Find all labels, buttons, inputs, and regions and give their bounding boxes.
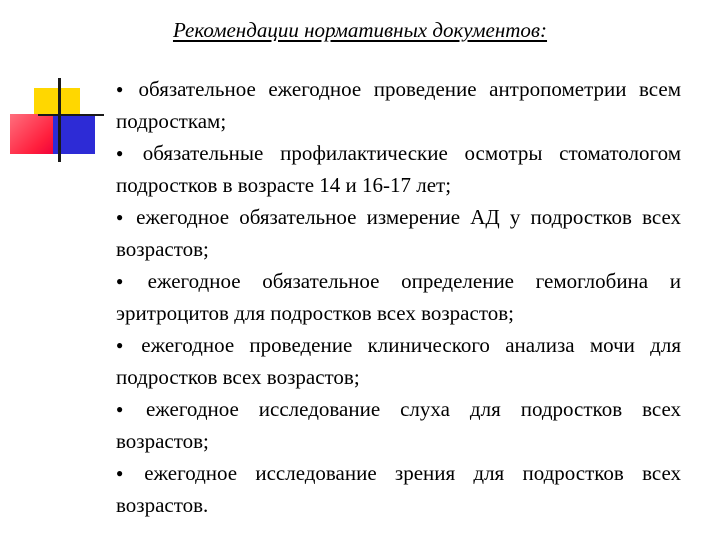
list-item-text: ежегодное исследование слуха для подростков всех возрастов; bbox=[116, 397, 681, 453]
decor-vertical-line bbox=[58, 78, 61, 162]
bullet-icon: ● bbox=[116, 402, 138, 416]
page-title: Рекомендации нормативных документов: bbox=[172, 18, 548, 42]
list-item bbox=[116, 457, 681, 521]
bullet-icon: ● bbox=[116, 146, 135, 160]
list-item-text: ежегодное обязательное измерение АД у подростков всех возрастов; bbox=[116, 205, 682, 261]
list-item bbox=[116, 393, 681, 457]
list-item bbox=[116, 137, 681, 201]
list-item bbox=[116, 73, 681, 137]
list-item bbox=[116, 329, 681, 393]
decor-red-square bbox=[10, 114, 54, 154]
bullet-icon: ● bbox=[116, 82, 131, 96]
bullet-icon: ● bbox=[116, 466, 137, 480]
list-item-text: ежегодное проведение клинического анализа мочи для подростков всех возрастов; bbox=[116, 333, 682, 389]
recommendations-list bbox=[116, 73, 681, 521]
list-item bbox=[116, 265, 681, 329]
bullet-icon: ● bbox=[116, 274, 140, 288]
bullet-icon: ● bbox=[116, 338, 134, 352]
list-item-text: обязательное ежегодное проведение антропометрии всем подросткам; bbox=[116, 77, 681, 133]
decor-horizontal-line bbox=[38, 114, 104, 116]
list-item-text: обязательные профилактические осмотры стоматологом подростков в возрасте 14 и 16-17 лет; bbox=[116, 141, 681, 197]
list-item bbox=[116, 201, 681, 265]
bullet-icon: ● bbox=[116, 210, 129, 224]
list-item-text: ежегодное обязательное определение гемоглобина и эритроцитов для подростков всех возрастов; bbox=[116, 269, 682, 325]
list-item-text: ежегодное исследование зрения для подростков всех возрастов. bbox=[116, 461, 681, 517]
